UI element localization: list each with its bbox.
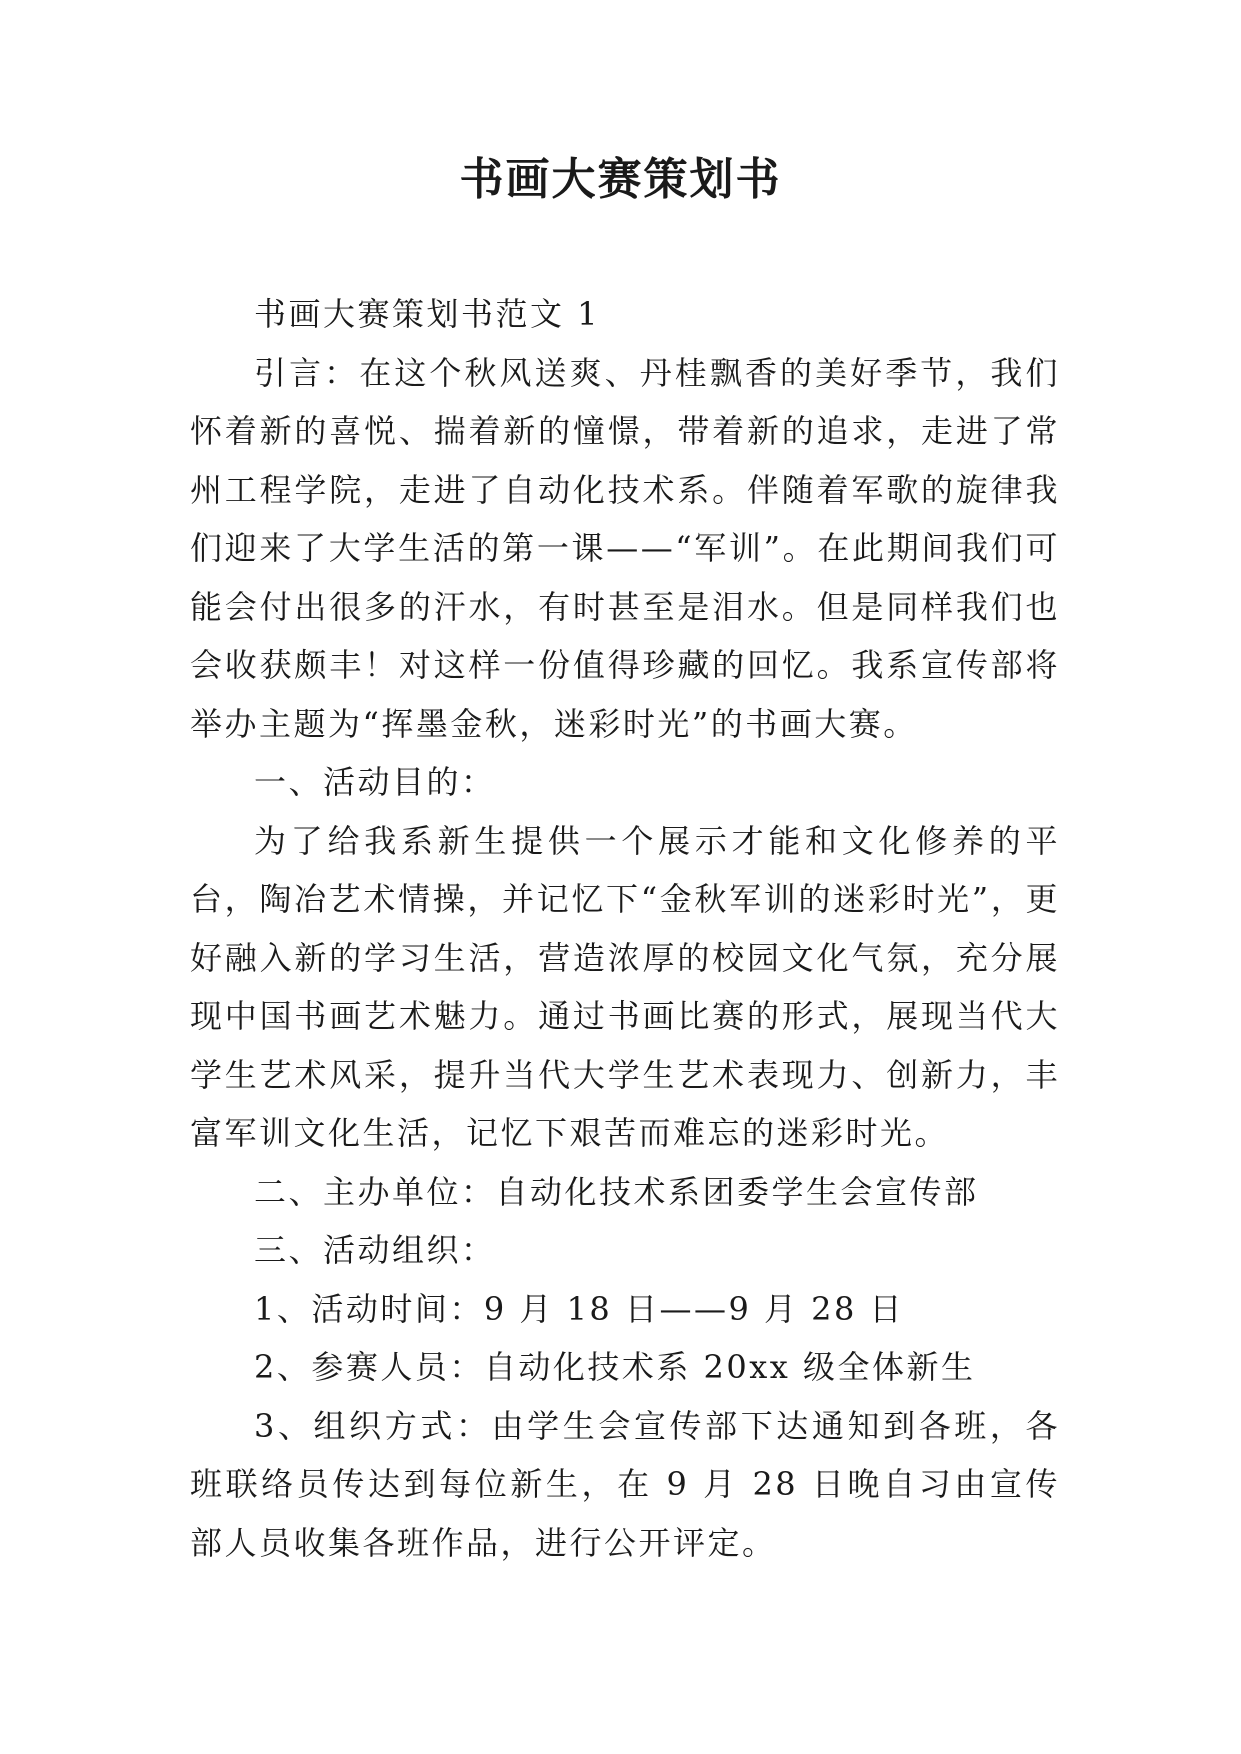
paragraph-participants: 2、参赛人员：自动化技术系 20xx 级全体新生 [254, 1348, 976, 1386]
paragraph-introduction: 引言：在这个秋风送爽、丹桂飘香的美好季节，我们怀着新的喜悦、揣着新的憧憬，带着新的追求，走进了常州工程学院，走进了自动化技术系。伴随着军歌的旋律我们迎来了大学生活的第一课——“军训”。在此期间我们可能会付出很多的汗水，有时甚至是泪水。但是同样我们也会收获颇丰！对这样一份值得珍藏的回忆。我系宣传部将举办主题为“挥墨金秋，迷彩时光”的书画大赛。 [190, 353, 1060, 743]
paragraph-organizer: 二、主办单位：自动化技术系团委学生会宣传部 [254, 1172, 979, 1211]
paragraph-subtitle: 书画大赛策划书范文 1 [254, 295, 601, 333]
document-title: 书画大赛策划书 [459, 154, 782, 205]
heading-activity-organization: 三、活动组织： [254, 1231, 496, 1269]
document-body [190, 285, 1060, 1572]
paragraph-organization-method: 3、组织方式：由学生会宣传部下达通知到各班，各班联络员传达到每位新生，在 9 月 28 日晚自习由宣传部人员收集各班作品，进行公开评定。 [190, 1406, 1060, 1562]
heading-activity-purpose: 一、活动目的： [254, 763, 496, 801]
paragraph-activity-time: 1、活动时间：9 月 18 日——9 月 28 日 [254, 1289, 905, 1328]
paragraph-activity-purpose: 为了给我系新生提供一个展示才能和文化修养的平台，陶冶艺术情操，并记忆下“金秋军训的迷彩时光”，更好融入新的学习生活，营造浓厚的校园文化气氛，充分展现中国书画艺术魅力。通过书画比赛的形式，展现当代大学生艺术风采，提升当代大学生艺术表现力、创新力，丰富军训文化生活，记忆下艰苦而难忘的迷彩时光。 [190, 821, 1060, 1152]
